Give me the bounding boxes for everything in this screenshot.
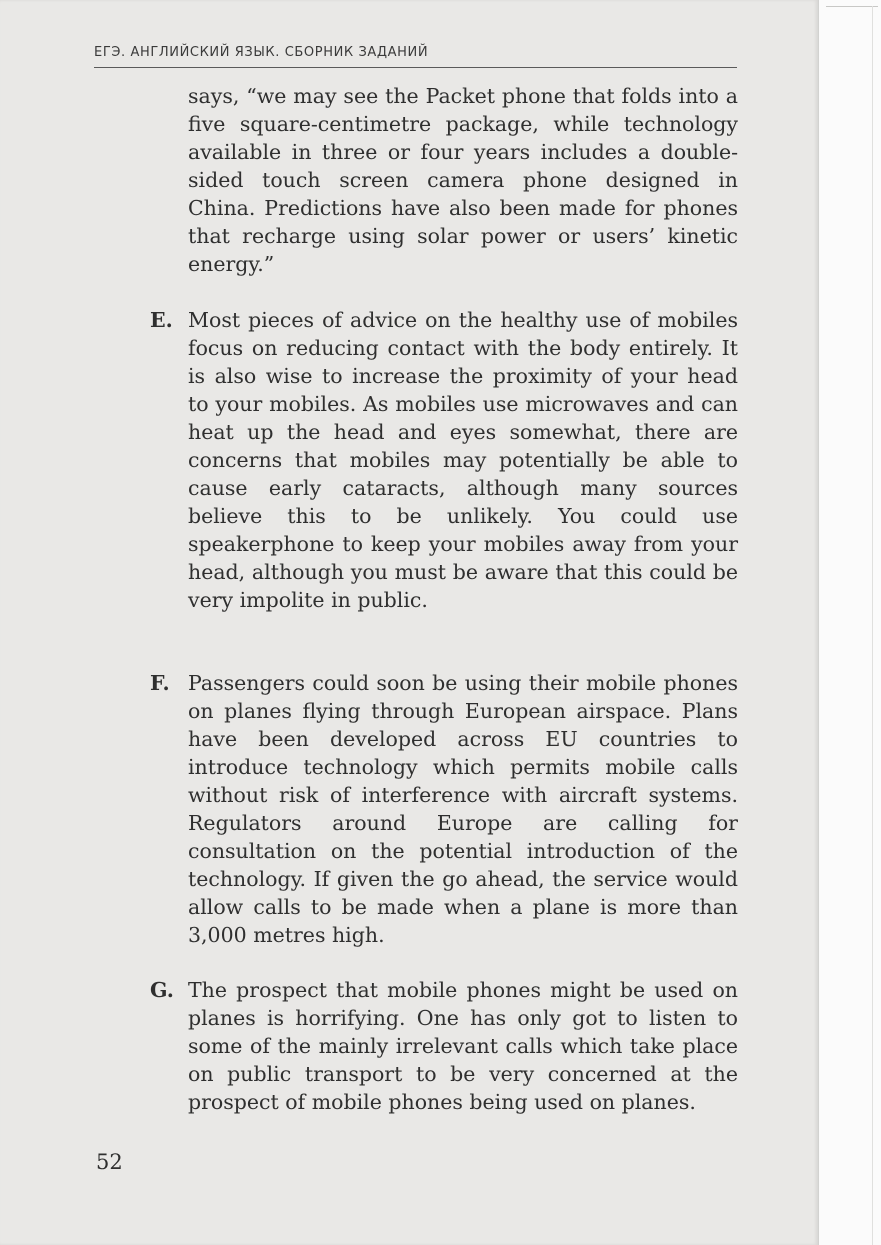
paragraph-letter-f: F. (150, 671, 170, 695)
page-edge-line (826, 6, 878, 7)
page-edge-vertical-line (872, 6, 873, 1245)
running-header-title: ЕГЭ. АНГЛИЙСКИЙ ЯЗЫК. СБОРНИК ЗАДАНИЙ (94, 45, 429, 60)
paragraph-d-continued: says, “we may see the Packet phone that folds into a five square-centimetre package, while technology available in three or four years includes a double-sided touch screen camera phone designed in China. Predictions have also been made for phones that recharge using solar power or users’ kinetic energy.” (188, 84, 738, 276)
running-header (94, 45, 737, 68)
paragraph-letter-e: E. (150, 308, 173, 332)
paragraph-letter-g: G. (150, 978, 174, 1002)
page-number: 52 (96, 1150, 123, 1174)
paragraph-g: The prospect that mobile phones might be used on planes is horrifying. One has only got to listen to some of the mainly irrelevant calls which take place on public transport to be very concerned at the prospect of mobile phones being used on planes. (188, 978, 738, 1114)
paragraph-e: Most pieces of advice on the healthy use of mobiles focus on reducing contact with the body entirely. It is also wise to increase the proximity of your head to your mobiles. As mobiles use microwaves and can heat up the head and eyes somewhat, there are concerns that mobiles may potentially be able to cause early cataracts, although many sources believe this to be unlikely. You could use speakerphone to keep your mobiles away from your head, although you must be aware that this could be very impolite in public. (188, 308, 738, 612)
paragraph-f: Passengers could soon be using their mobile phones on planes flying through European airspace. Plans have been developed across EU countries to introduce technology which permits mobile calls without risk of interference with aircraft systems. Regulators around Europe are calling for consultation on the potential introduction of the technology. If given the go ahead, the service would allow calls to be made when a plane is more than 3,000 metres high. (188, 671, 738, 947)
